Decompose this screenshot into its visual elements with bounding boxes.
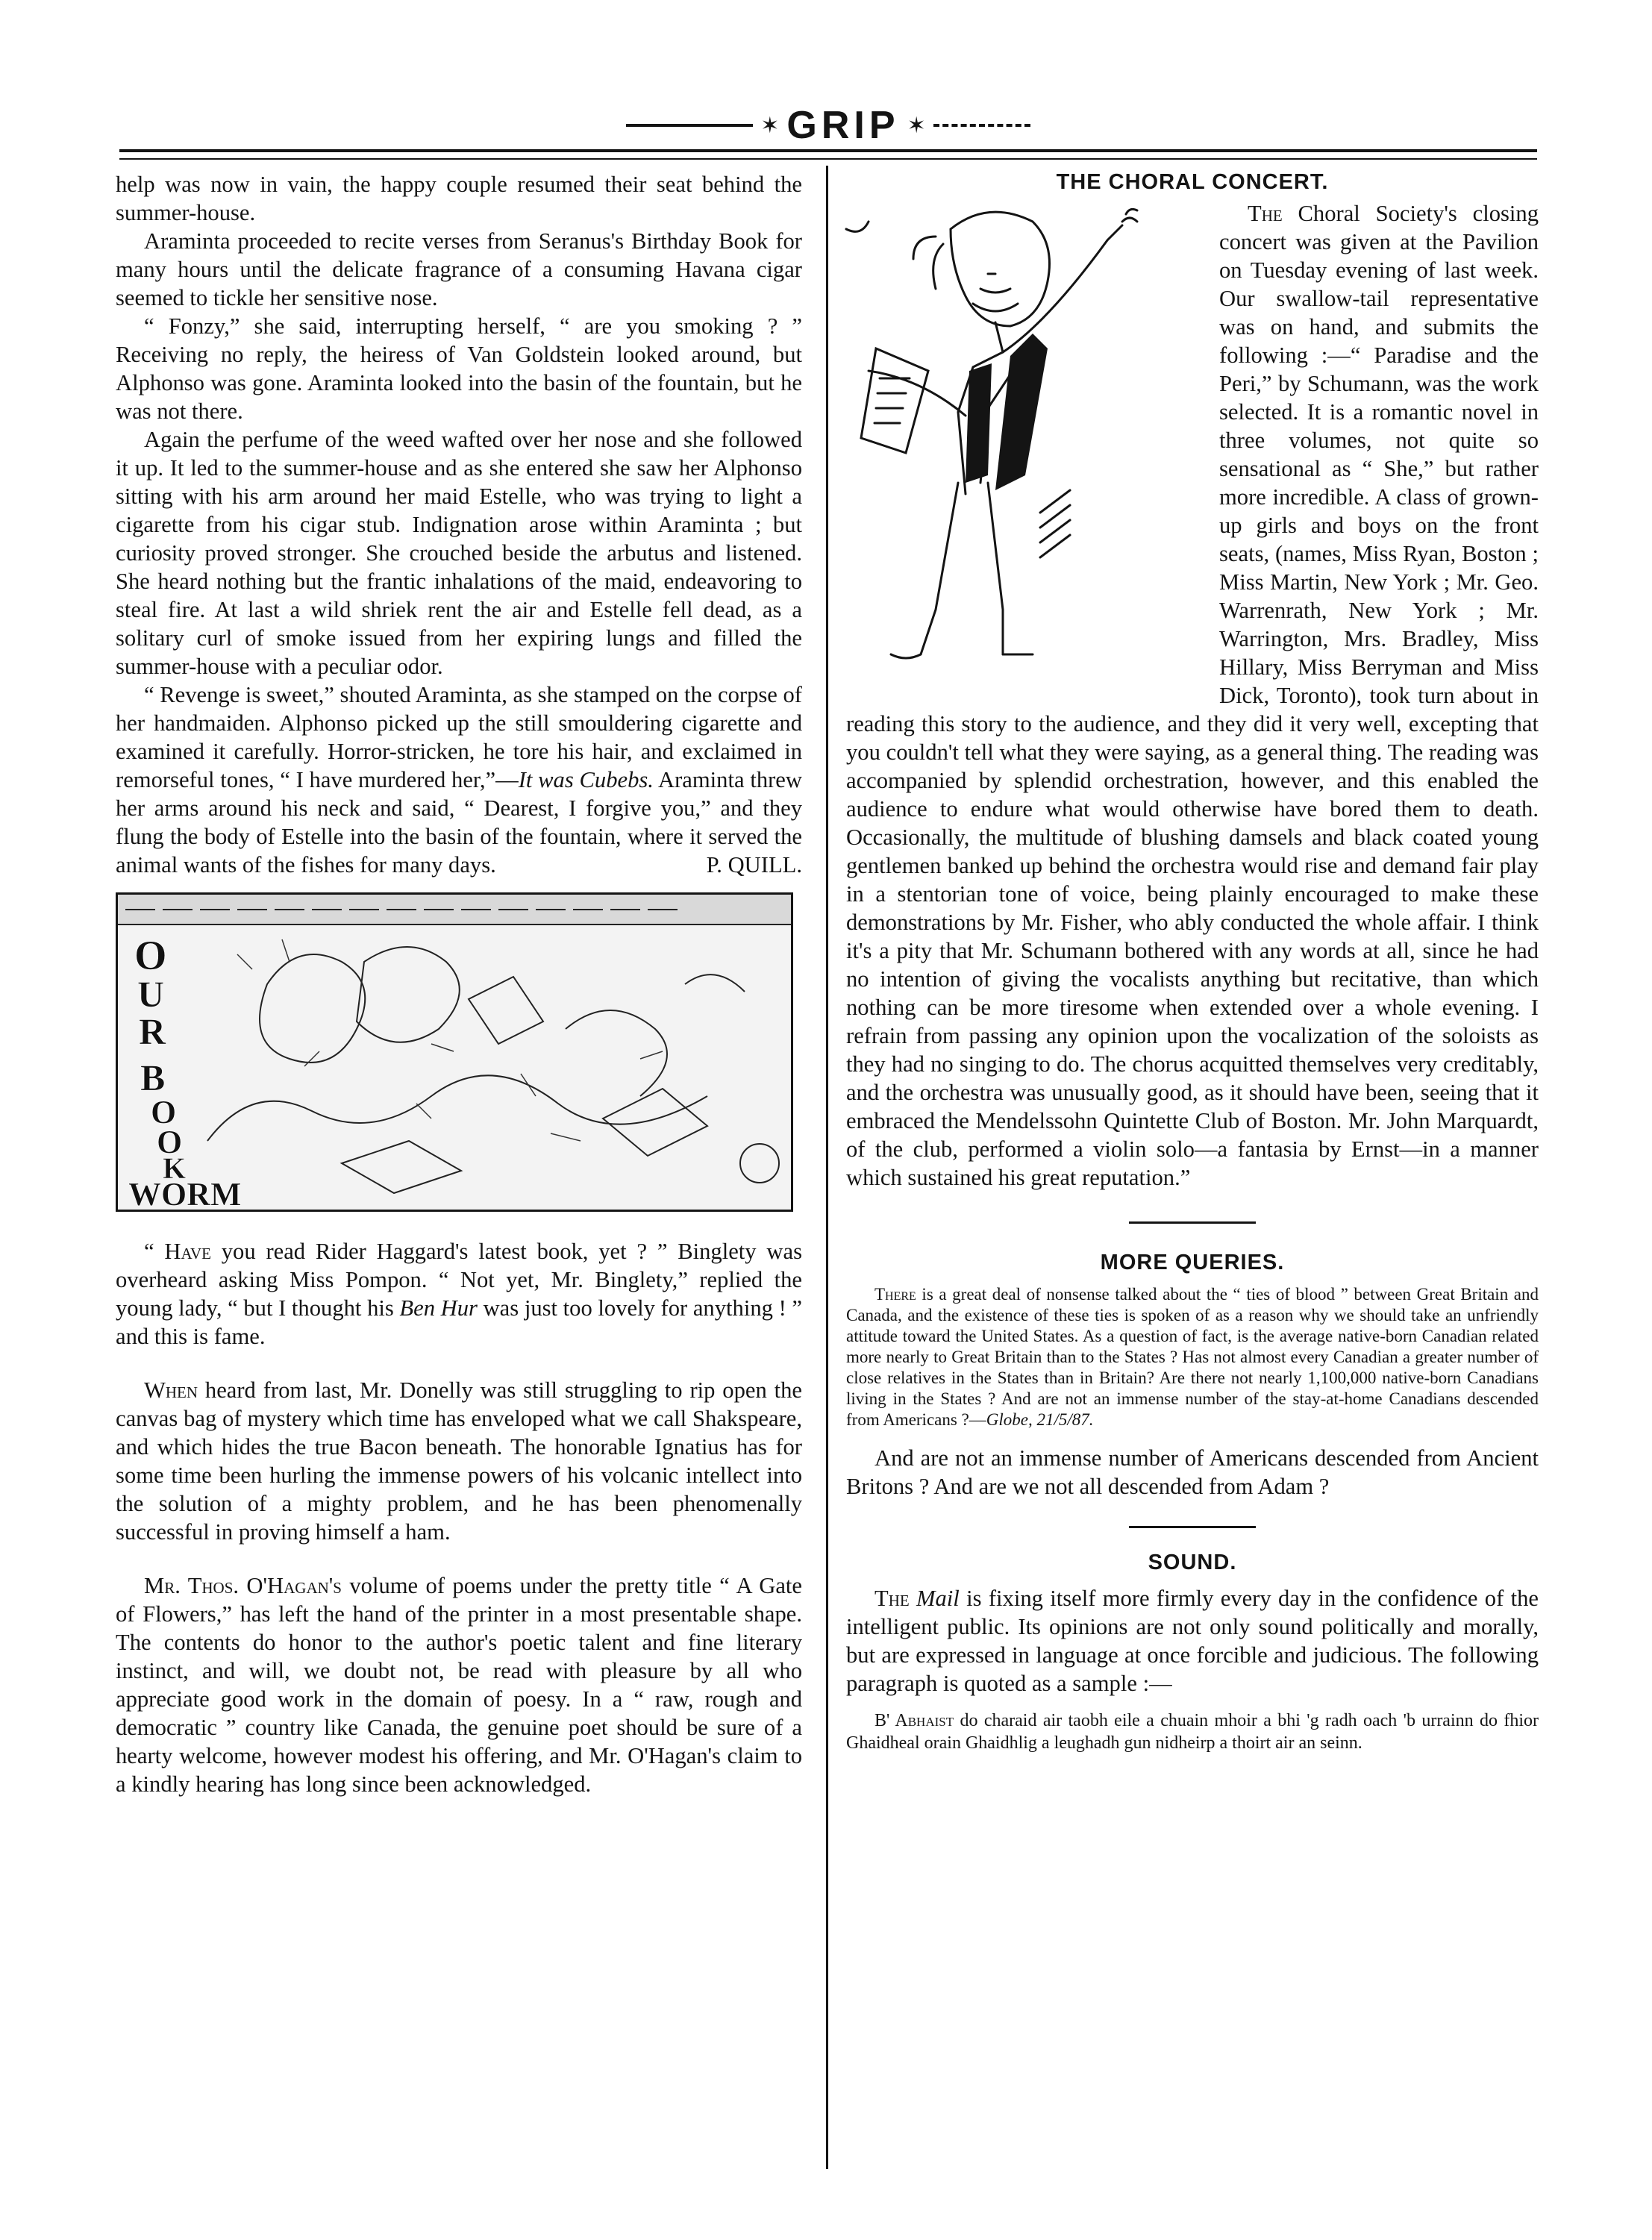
left-column bbox=[116, 170, 802, 1798]
donelly-lead: When bbox=[144, 1377, 198, 1403]
story-paragraph: “ Fonzy,” she said, interrupting herself, “ are you smoking ? ” Receiving no reply, the heiress of Van Goldstein looked around, but Alphonso was gone. Araminta looked into the basin of the fountain, but he was not there. bbox=[116, 313, 802, 424]
choral-text: Choral Society's closing concert was given at the Pavilion on Tuesday evening of last week. Our swallow-tail representative was on hand, and submits the following :—“ Paradise and the Peri,” by Schumann, was the work selected. It is a romantic novel in three volumes, not quite so sensational as “ She,” but rather more incredible. A class of grown-up girls and boys on the front seats, (names, Miss Ryan, Boston ; Miss Martin, New York ; Mr. Geo. Warrenrath, New York ; Mr. Warrington, Mrs. Bradley, Miss Hillary, Miss Berryman and Miss Dick, Toronto), took turn about in reading this story to the audience, and they did it very well, excepting that you couldn't tell what they were saying, as a general thing. The reading was accompanied by splendid orchestration, however, and this enabled the audience to endure what would otherwise have bored them to death. Occasionally, the multitude of blushing damsels and black coated young gentlemen banked up behind the orchestra would rise and demand fair play in a stentorian tone of voice, being plainly encouraged to make these demonstrations by Mr. Fisher, who ably conducted the whole affair. I think it's a pity that Mr. Schumann bothered with any words at all, since he had no intention of giving the vocalists anything but recitative, than which nothing can be more tiresome when extended over a whole evening. I refrain from passing any opinion upon the vocalization of the soloists as they had no singing to do. The chorus acquitted themselves very creditably, and the orchestra was unusually good, as it should have been, seeing that it embraced the Mendelssohn Quintette Club of Boston. Mr. John Marquardt, of the club, performed a violin solo—a fantasia by Ernst—in a manner which sustained his great reputation.” bbox=[846, 201, 1539, 1190]
story-paragraph: help was now in vain, the happy couple resumed their seat behind the summer-house. bbox=[116, 172, 802, 225]
lettering-k: K bbox=[163, 1151, 187, 1185]
lettering-o3: O bbox=[157, 1124, 183, 1160]
ohagan-lead: Mr. Thos. O'Hagan's bbox=[144, 1573, 342, 1598]
quote-lead: There bbox=[875, 1285, 916, 1304]
conductor-drawing bbox=[839, 199, 1204, 692]
sound-paragraph bbox=[846, 1584, 1539, 1698]
lettering-worm: WORM bbox=[128, 1176, 242, 1210]
haggard-paragraph: “ Have you read Rider Haggard's latest book, yet ? ” Binglety was overheard asking Miss Pompon. “ Not yet, Mr. Binglety,” replied the young lady, “ but I thought his Ben Hur was just too lovely for anything ! ” and this is fame. bbox=[116, 1239, 802, 1349]
book-title: Ben Hur bbox=[399, 1295, 478, 1321]
queries-reply: And are not an immense number of Americans descended from Ancient Britons ? And are we not all descended from Adam ? bbox=[846, 1445, 1539, 1499]
donelly-text: heard from last, Mr. Donelly was still struggling to rip open the canvas bag of mystery which time has enveloped what we call Shakspeare, and which hides the true Bacon beneath. The honorable Ignatius has for some time been hurling the immense powers of his volcanic intellect into the solution of a mighty problem, and he has been phenomenally successful in proving himself a ham. bbox=[116, 1377, 802, 1545]
lettering-o: O bbox=[134, 933, 167, 979]
choral-heading: THE CHORAL CONCERT. bbox=[1056, 170, 1329, 194]
sound-text: is fixing itself more firmly every day in the confidence of the intelligent public. Its opinions are not only sound politically and morally, but are expressed in language at once forcible and judicious. The following paragraph is quoted as a sample :— bbox=[846, 1586, 1539, 1696]
gaelic-quote bbox=[846, 1709, 1539, 1754]
sound-heading: SOUND. bbox=[1148, 1551, 1237, 1574]
masthead-rule-left bbox=[626, 124, 753, 127]
lettering-r: R bbox=[139, 1010, 166, 1052]
star-ornament-icon: ✶ bbox=[760, 113, 780, 138]
star-ornament-icon: ✶ bbox=[907, 113, 926, 138]
queries-heading: MORE QUERIES. bbox=[1100, 1251, 1285, 1274]
gaelic-text: do charaid air taobh eile a chuain mhoir a bhi 'g radh oach 'b urrainn do fhior Ghaidheal orain Ghaidhlig a leughadh gun nidheirp a thoirt air an seinn. bbox=[846, 1711, 1539, 1753]
revenge-text: “ Revenge is sweet,” shouted Araminta, as she stamped on the corpse of her handmaiden. Alphonso picked up the still smouldering cigarette and examined it carefully. Horror-stricken, he tore his hair, and exclaimed in remorseful tones, “ I have murdered her,”— bbox=[116, 682, 802, 792]
story-paragraph-revenge bbox=[116, 681, 802, 879]
haggard-text-end: was just too lovely for anything ! ” and this is fame. bbox=[116, 1295, 802, 1349]
lettering-b: B bbox=[140, 1057, 166, 1098]
gaelic-paragraph bbox=[846, 1709, 1539, 1754]
conductor-illustration bbox=[839, 199, 1204, 692]
haggard-text: you read Rider Haggard's latest book, yet ? ” Binglety was overheard asking Miss Pompon. “ Not yet, Mr. Binglety,” replied the young lady, “ but I thought his bbox=[116, 1239, 802, 1321]
story-paragraph: Again the perfume of the weed wafted over her nose and she followed it up. It led to the summer-house and as she entered she saw her Alphonso sitting with his arm around her maid Estelle, who was trying to light a cigarette from his cigar stub. Indignation arose within Araminta ; but curiosity proved stronger. She crouched beside the arbutus and listened. She heard nothing but the frantic inhalations of the maid, endeavoring to steal fire. At last a wild shriek rent the air and Estelle fell dead, as a solitary curl of smoke issued from her expiring lungs and filled the summer-house with a peculiar odor. bbox=[116, 427, 802, 679]
ohagan-paragraph bbox=[116, 1571, 802, 1798]
header-rule-thin bbox=[119, 158, 1537, 160]
masthead-title: GRIP bbox=[786, 104, 900, 147]
gaelic-lead: B' Abhaist bbox=[875, 1711, 954, 1730]
newspaper-name: Mail bbox=[916, 1586, 960, 1611]
ohagan-text: volume of poems under the pretty title “ A Gate of Flowers,” has left the hand of the printer in a most presentable shape. The contents do honor to the author's poetic talent and fine literary instinct, and will, we doubt not, be read with pleasure by all who appreciate good work in the domain of poesy. In a “ raw, rough and democratic ” country like Canada, the genuine poet should be sure of a hearty welcome, however modest his offering, and Mr. O'Hagan's claim to a kindly hearing has long since been acknowledged. bbox=[116, 1573, 802, 1797]
lettering-o2: O bbox=[151, 1094, 177, 1130]
story-paragraph: Araminta proceeded to recite verses from Seranus's Birthday Book for many hours until the delicate fragrance of a consuming Havana cigar seemed to tickle her sensitive nose. bbox=[116, 228, 802, 310]
choral-lead: The bbox=[1248, 201, 1283, 226]
haggard-lead: Have bbox=[164, 1239, 211, 1264]
right-column bbox=[846, 170, 1539, 1754]
quote-source: Globe, 21/5/87. bbox=[986, 1410, 1094, 1429]
globe-quote bbox=[846, 1284, 1539, 1430]
signature: P. QUILL. bbox=[706, 852, 802, 877]
revenge-text-end: Araminta threw her arms around his neck and said, “ Dearest, I forgive you,” and they flung the body of Estelle into the basin of the fountain, where it served the animal wants of the fishes for many days. bbox=[116, 767, 802, 877]
book-worm-drawing bbox=[118, 895, 791, 1210]
quote-text: is a great deal of nonsense talked about the “ ties of blood ” between Great Britain and Canada, and the existence of these ties is spoken of as a reason why we should take an unfriendly attitude toward the United States. As a question of fact, is the average native-born Canadian related more nearly to Great Britain than to the States ? Has not almost every Canadian a greater number of close relatives in the States than in Britain? Are there not nearly 1,100,000 native-born Canadians living in the States ? And are not an immense number of the stay-at-home Canadians descended from Americans ?— bbox=[846, 1285, 1539, 1429]
donelly-paragraph bbox=[116, 1376, 802, 1546]
sound-lead: The bbox=[875, 1586, 910, 1611]
book-worm-illustration bbox=[116, 892, 793, 1212]
lettering-u: U bbox=[137, 973, 165, 1015]
masthead-rule-right bbox=[933, 124, 1030, 127]
revenge-italic: It was Cubebs. bbox=[518, 767, 654, 792]
header-rule bbox=[119, 149, 1537, 152]
column-divider bbox=[826, 166, 828, 2169]
